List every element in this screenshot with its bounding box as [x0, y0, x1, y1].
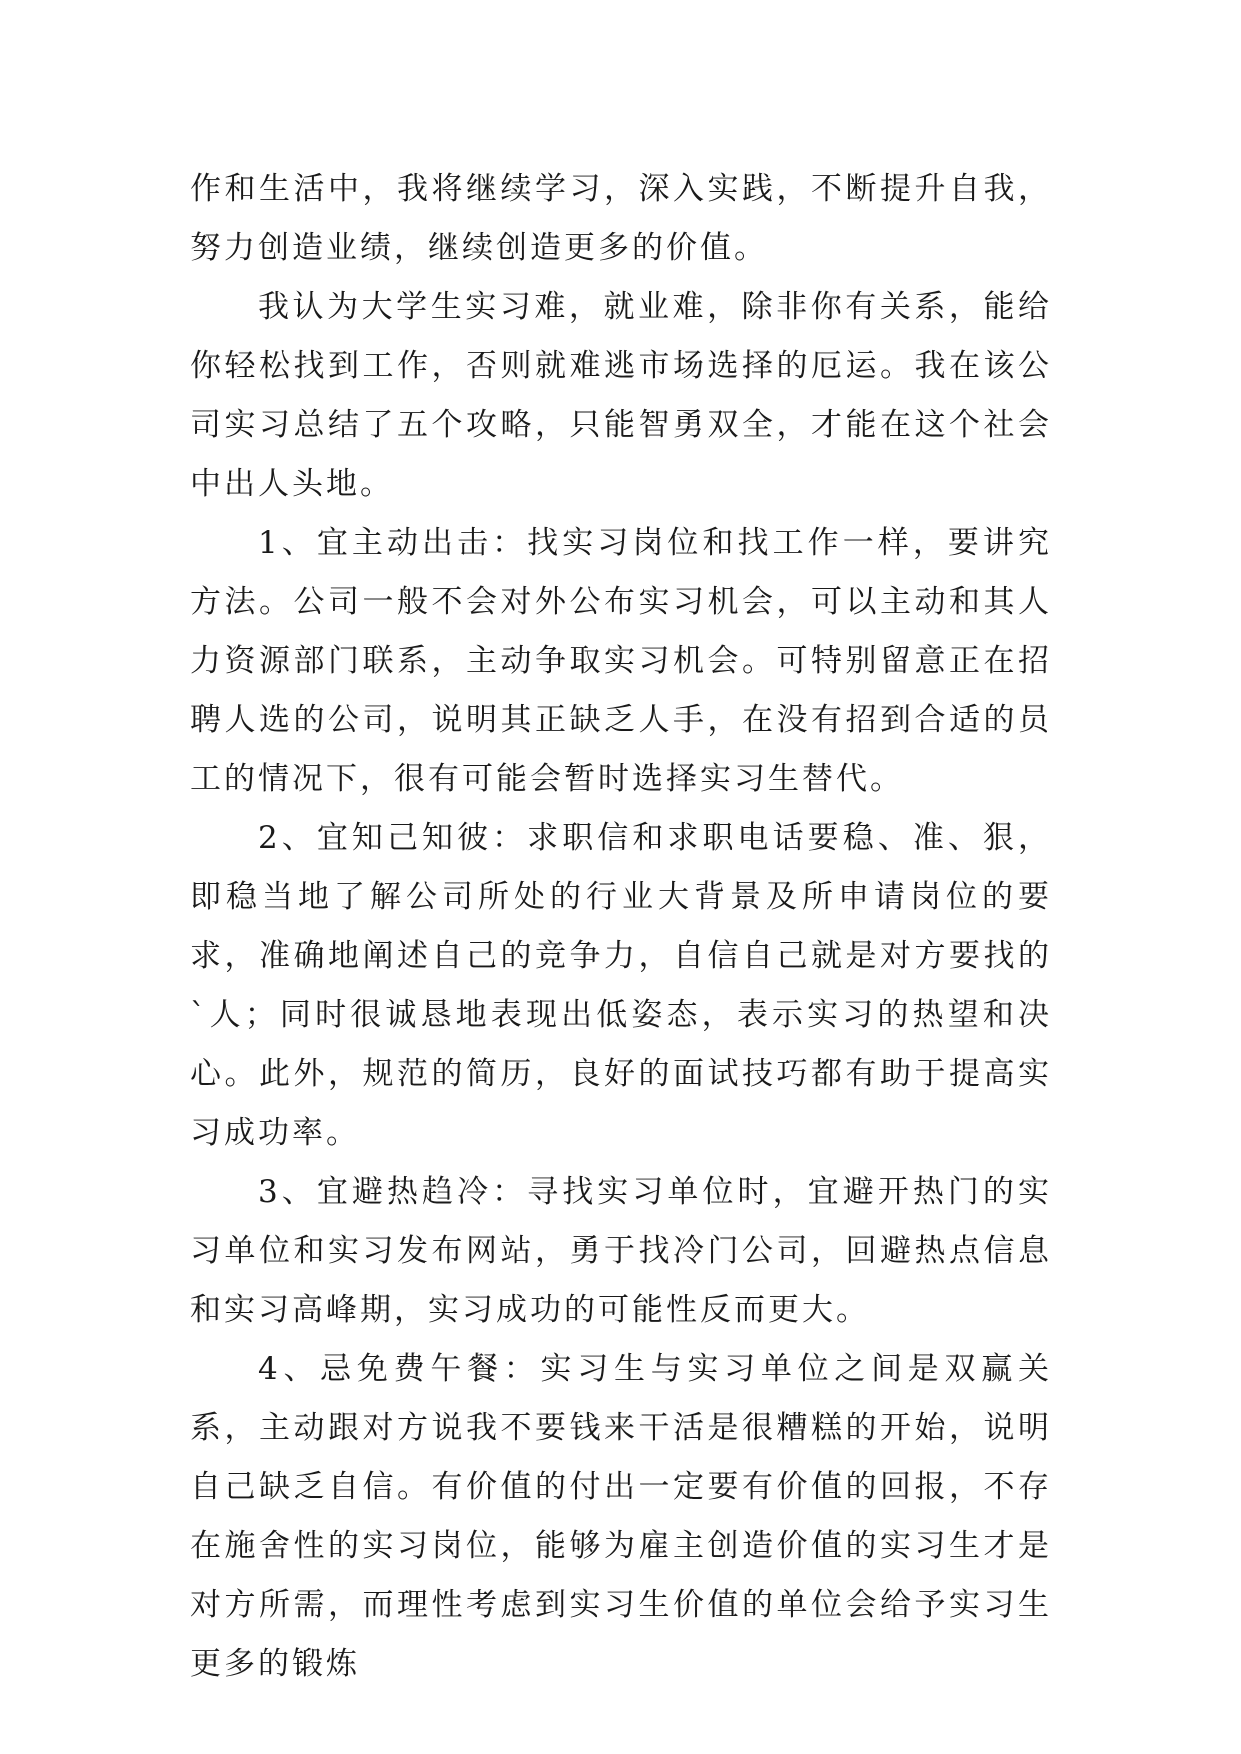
paragraph-continuation: 作和生活中，我将继续学习，深入实践，不断提升自我，努力创造业绩，继续创造更多的价值。 [190, 171, 1052, 266]
paragraph-tip-4: 4、忌免费午餐：实习生与实习单位之间是双赢关系，主动跟对方说我不要钱来干活是很糟糕的开始，说明自己缺乏自信。有价值的付出一定要有价值的回报，不存在施舍性的实习岗位，能够为雇主创造价值的实习生才是对方所需，而理性考虑到实习生价值的单位会给予实习生更多的锻炼 [190, 1351, 1052, 1682]
paragraph-intro: 我认为大学生实习难，就业难，除非你有关系，能给你轻松找到工作，否则就难逃市场选择的厄运。我在该公司实习总结了五个攻略，只能智勇双全，才能在这个社会中出人头地。 [190, 289, 1052, 502]
paragraph-tip-3: 3、宜避热趋冷：寻找实习单位时，宜避开热门的实习单位和实习发布网站，勇于找冷门公司，回避热点信息和实习高峰期，实习成功的可能性反而更大。 [190, 1174, 1052, 1328]
paragraph-tip-1: 1、宜主动出击：找实习岗位和找工作一样，要讲究方法。公司一般不会对外公布实习机会，可以主动和其人力资源部门联系，主动争取实习机会。可特别留意正在招聘人选的公司，说明其正缺乏人手，在没有招到合适的员工的情况下，很有可能会暂时选择实习生替代。 [190, 525, 1052, 797]
document-body [190, 160, 1052, 1694]
paragraph-tip-2: 2、宜知己知彼：求职信和求职电话要稳、准、狠，即稳当地了解公司所处的行业大背景及所申请岗位的要求，准确地阐述自己的竞争力，自信自己就是对方要找的`人；同时很诚恳地表现出低姿态，表示实习的热望和决心。此外，规范的简历，良好的面试技巧都有助于提高实习成功率。 [190, 820, 1052, 1151]
